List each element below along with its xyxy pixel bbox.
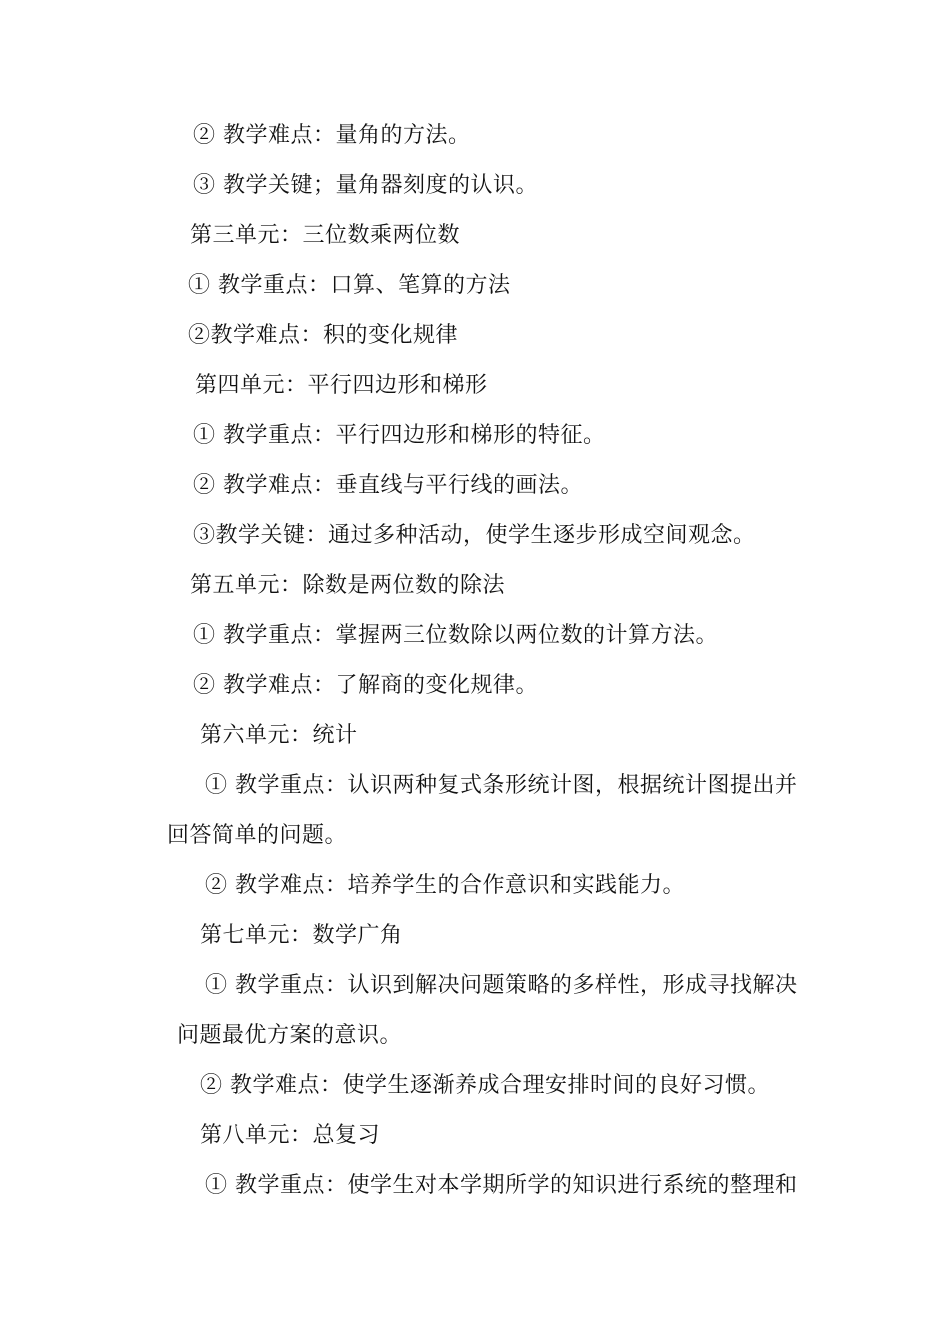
text-line: ② 教学难点：培养学生的合作意识和实践能力。 [205,873,685,898]
text-line: ② 教学难点：量角的方法。 [193,123,471,148]
text-line: ② 教学难点：使学生逐渐养成合理安排时间的良好习惯。 [200,1073,770,1098]
text-line: ① 教学重点：掌握两三位数除以两位数的计算方法。 [193,623,718,648]
text-line: ② 教学难点：了解商的变化规律。 [193,673,538,698]
text-line: ① 教学重点：认识到解决问题策略的多样性，形成寻找解决 [205,973,798,998]
text-line: 回答简单的问题。 [167,823,348,848]
text-line: ② 教学难点：垂直线与平行线的画法。 [193,473,583,498]
section-heading: 第七单元：数学广角 [200,923,403,948]
text-line: ③教学关键：通过多种活动，使学生逐步形成空间观念。 [193,523,756,548]
text-line: ① 教学重点：认识两种复式条形统计图，根据统计图提出并 [205,773,798,798]
text-line: ① 教学重点：口算、笔算的方法 [188,273,511,298]
text-line: 问题最优方案的意识。 [177,1023,403,1048]
section-heading: 第三单元：三位数乘两位数 [190,223,461,248]
section-heading: 第八单元：总复习 [200,1123,381,1148]
text-line: ②教学难点：积的变化规律 [188,323,459,348]
text-line: ③ 教学关键；量角器刻度的认识。 [193,173,538,198]
section-heading: 第四单元：平行四边形和梯形 [195,373,488,398]
section-heading: 第六单元：统计 [200,723,358,748]
section-heading: 第五单元：除数是两位数的除法 [190,573,506,598]
text-line: ① 教学重点：使学生对本学期所学的知识进行系统的整理和 [205,1173,798,1198]
text-line: ① 教学重点：平行四边形和梯形的特征。 [193,423,606,448]
